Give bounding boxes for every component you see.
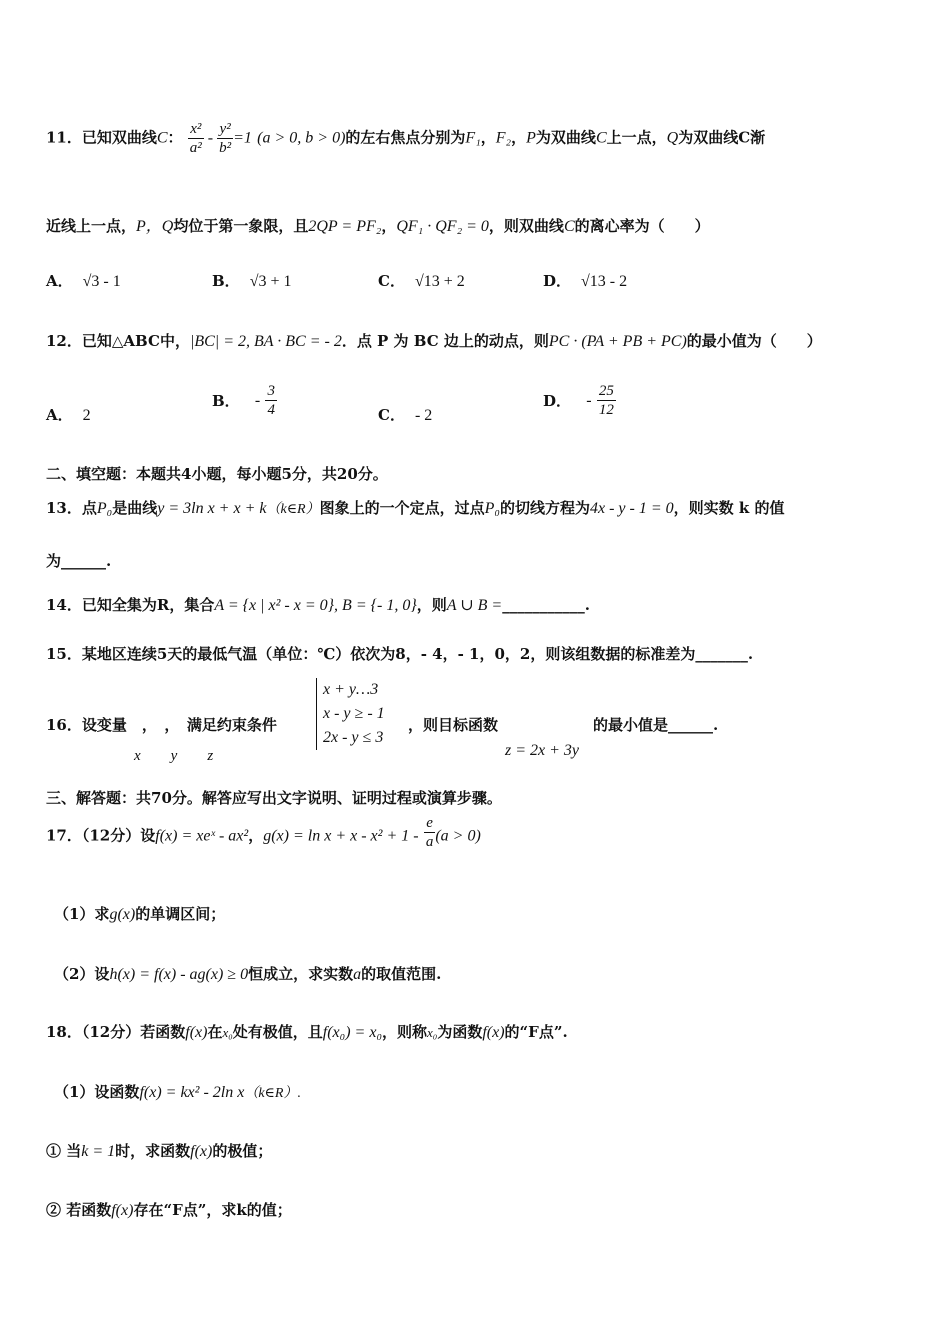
q18-stem: 18．（12分）若函数f(x)在x₀处有极值，且f(x₀) = x₀，则称x₀为函数f(x)的“F点”. (46, 1023, 568, 1041)
q11-option-d[interactable]: D． √13 - 2 (543, 272, 628, 290)
q11-option-c[interactable]: C． √13 + 2 (378, 272, 465, 290)
q16-part3[interactable]: 的最小值是______. (593, 716, 719, 734)
q16-vars: x y z (134, 748, 214, 764)
q15: 15．某地区连续5天的最低气温（单位：℃）依次为8，- 4，- 1，0，2，则该组数据的标准差为_______. (46, 645, 754, 663)
q12-option-c[interactable]: C． - 2 (378, 406, 433, 424)
q17-stem: 17．（12分）设f(x) = xeˣ - ax²，g(x) = ln x + x - x² + 1 - $\frac{e}{a}$ (a > 0) (46, 815, 481, 850)
q16-objective: z = 2x + 3y (505, 742, 580, 759)
q11-frac-x: $\frac{\text{x²}}{\text{a²}}$ (189, 121, 202, 156)
q11-frac-y: $\frac{\text{y²}}{\text{b²}}$ (219, 121, 232, 156)
q14-blank[interactable]: ___________. (502, 596, 590, 614)
q16-part2: ，则目标函数 (408, 716, 499, 734)
q11-line1: 11．已知双曲线C： $\frac{\text{x²}}{\text{a²}}$ - $\frac{\text{y²}}{\text{b²}}$ =1 (a > 0, b > 0)的左右焦点分别为F₁，F₂，P为双曲线C上一点，Q为双曲线C渐 (46, 121, 766, 156)
q11-option-b[interactable]: B． √3 + 1 (212, 272, 292, 290)
q12-option-b[interactable]: B． - $\frac{3}{4}$ (212, 383, 275, 418)
q12-stem: 12．已知△ABC中，|BC| = 2, BA · BC = - 2．点 P 为 BC 边上的动点，则PC · (PA + PB + PC)的最小值为（ ） (46, 332, 822, 350)
section-2-heading: 二、填空题：本题共4小题，每小题5分，共20分。 (46, 465, 388, 483)
q17-sub2: （2）设h(x) = f(x) - ag(x) ≥ 0恒成立，求实数a的取值范围. (54, 965, 442, 983)
q13-line1: 13．点P₀是曲线y = 3ln x + x + k（k∈R）图象上的一个定点，过点P₀的切线方程为4x - y - 1 = 0，则实数 k 的值 (46, 499, 785, 517)
q14: 14．已知全集为R，集合A = {x | x² - x = 0}, B = {- 1, 0}，则A ∪ B =___________. (46, 596, 590, 614)
q11-line2: 近线上一点，P，Q均位于第一象限，且2QP = PF₂，QF₁ · QF₂ = 0，则双曲线C的离心率为（ ） (46, 217, 710, 235)
q18-sub1: （1）设函数f(x) = kx² - 2ln x（k∈R）. (54, 1083, 301, 1101)
q12-option-a[interactable]: A． 2 (46, 406, 91, 424)
q18-case1: ① 当k = 1时，求函数f(x)的极值； (46, 1142, 273, 1160)
section-3-heading: 三、解答题：共70分。解答应写出文字说明、证明过程或演算步骤。 (46, 789, 502, 807)
q16-constraints: x + y…3 x - y ≥ - 1 2x - y ≤ 3 (316, 678, 385, 750)
q11-option-a[interactable]: A． √3 - 1 (46, 272, 121, 290)
q16-part1: 16．设变量 ， ， 满足约束条件 (46, 716, 277, 734)
q13-line2[interactable]: 为______. (46, 552, 112, 570)
q12-option-d[interactable]: D． - $\frac{25}{12}$ (543, 383, 614, 418)
q17-sub1: （1）求g(x)的单调区间； (54, 905, 226, 923)
q18-case2: ② 若函数f(x)存在“F点”，求k的值； (46, 1201, 292, 1219)
